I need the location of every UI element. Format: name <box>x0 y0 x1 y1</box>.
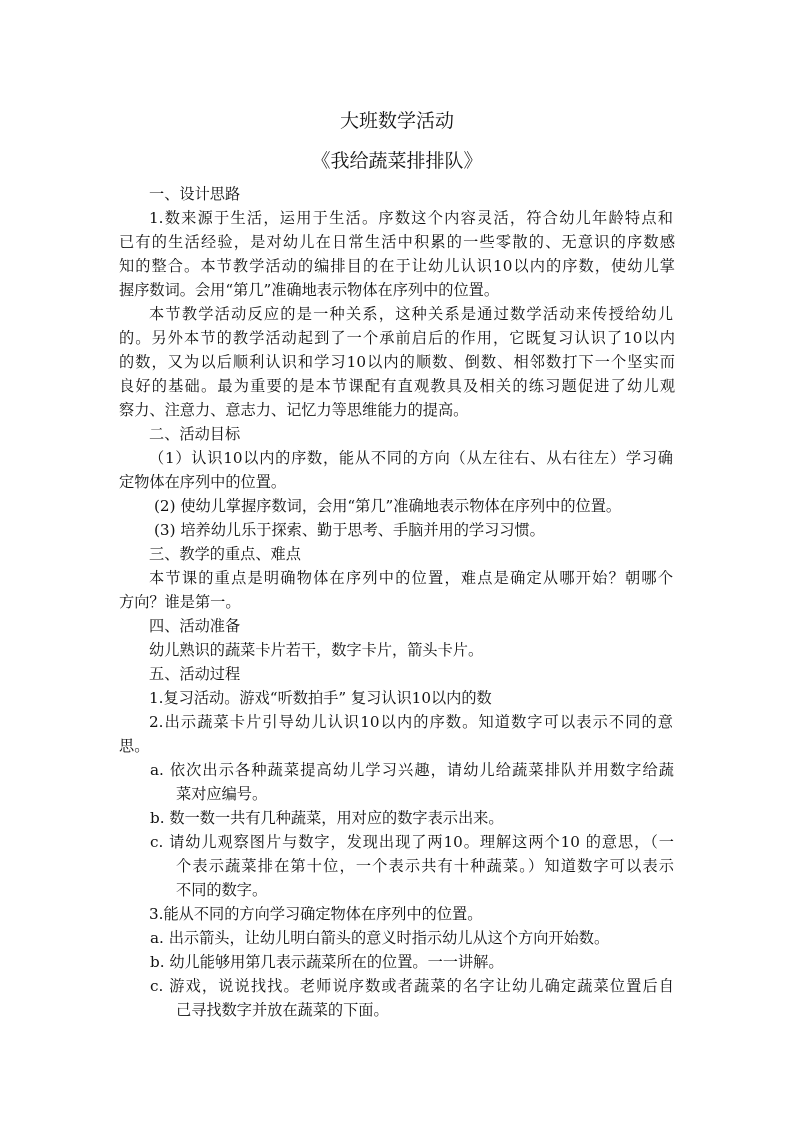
paragraph-line: 幼儿熟识的蔬菜卡片若干，数字卡片，箭头卡片。 <box>149 641 484 659</box>
paragraph-line: 知的整合。本节教学活动的编排目的在于让幼儿认识10以内的序数，使幼儿掌 <box>119 257 675 275</box>
paragraph-line: 本节教学活动反应的是一种关系，这种关系是通过数学活动来传授给幼儿 <box>149 305 673 323</box>
list-item: b. 数一数一共有几种蔬菜，用对应的数字表示出来。 <box>150 809 504 827</box>
list-item: 个表示蔬菜排在第十位，一个表示共有十种蔬菜。）知道数字可以表示 <box>176 857 674 875</box>
list-item: c. 请幼儿观察图片与数字，发现出现了两10。理解这两个10 的意思，（一 <box>150 833 674 851</box>
list-item: (2) 使幼儿掌握序数词，会用“第几”准确地表示物体在序列中的位置。 <box>154 497 622 515</box>
list-item: 定物体在序列中的位置。 <box>119 473 287 491</box>
paragraph-line: 已有的生活经验，是对幼儿在日常生活中积累的一些零散的、无意识的序数感 <box>119 233 675 251</box>
document-subtitle: 《我给蔬菜排排队》 <box>311 150 483 172</box>
list-item: 不同的数字。 <box>176 881 268 899</box>
paragraph-line: 方向？谁是第一。 <box>119 593 241 611</box>
list-item: 3.能从不同的方向学习确定物体在序列中的位置。 <box>149 905 483 923</box>
paragraph-line: 1.数来源于生活，运用于生活。序数这个内容灵活，符合幼儿年龄特点和 <box>149 209 673 227</box>
list-item: 1.复习活动。游戏“听数拍手” 复习认识10以内的数 <box>149 689 492 707</box>
paragraph-line: 握序数词。会用“第几”准确地表示物体在序列中的位置。 <box>119 281 500 299</box>
list-item: 菜对应编号。 <box>176 785 268 803</box>
section-heading: 四、活动准备 <box>149 617 241 635</box>
list-item: (3) 培养幼儿乐于探索、勤于思考、手脑并用的学习习惯。 <box>154 521 545 539</box>
list-item: a. 出示箭头，让幼儿明白箭头的意义时指示幼儿从这个方向开始数。 <box>150 929 610 947</box>
list-item: a. 依次出示各种蔬菜提高幼儿学习兴趣，请幼儿给蔬菜排队并用数字给蔬 <box>150 761 674 779</box>
list-item: （1）认识10以内的序数，能从不同的方向（从左往右、从右往左）学习确 <box>149 449 673 467</box>
list-item: b. 幼儿能够用第几表示蔬菜所在的位置。一一讲解。 <box>150 953 504 971</box>
list-item: 思。 <box>119 737 150 755</box>
section-heading: 二、活动目标 <box>149 425 241 443</box>
section-heading: 三、教学的重点、难点 <box>149 545 301 563</box>
paragraph-line: 本节课的重点是明确物体在序列中的位置，难点是确定从哪开始？朝哪个 <box>149 569 673 587</box>
document-title: 大班数学活动 <box>339 110 454 132</box>
paragraph-line: 的。另外本节的教学活动起到了一个承前启后的作用，它既复习认识了10以内 <box>119 329 675 347</box>
list-item: c. 游戏，说说找找。老师说序数或者蔬菜的名字让幼儿确定蔬菜位置后自 <box>150 977 674 995</box>
paragraph-line: 良好的基础。最为重要的是本节课配有直观教具及相关的练习题促进了幼儿观 <box>119 377 675 395</box>
paragraph-line: 的数，又为以后顺利认识和学习10以内的顺数、倒数、相邻数打下一个坚实而 <box>119 353 675 371</box>
section-heading: 一、设计思路 <box>149 185 241 203</box>
section-heading: 五、活动过程 <box>149 665 241 683</box>
list-item: 2.出示蔬菜卡片引导幼儿认识10以内的序数。知道数字可以表示不同的意 <box>149 713 673 731</box>
list-item: 己寻找数字并放在蔬菜的下面。 <box>176 1001 389 1019</box>
paragraph-line: 察力、注意力、意志力、记忆力等思维能力的提高。 <box>119 401 469 419</box>
